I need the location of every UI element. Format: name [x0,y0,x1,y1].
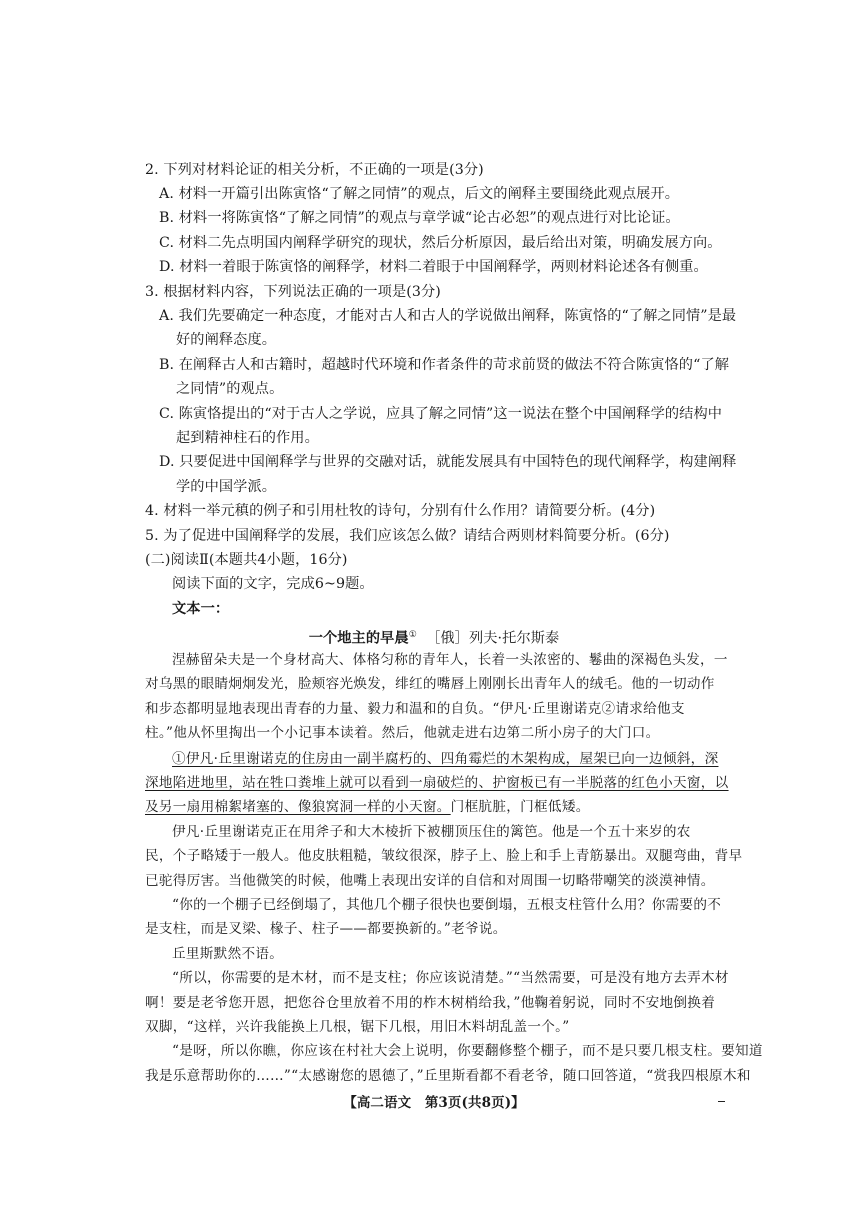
story-line: 啊！要是老爷您开恩，把您谷仓里放着不用的柞木树梢给我，”他鞠着躬说，同时不安地倒换着 [145,995,716,1011]
question-3-stem: 3. 根据材料内容，下列说法正确的一项是(3分) [145,284,441,300]
story-line: 已驼得厉害。当他微笑的时候，他嘴上表现出安详的自信和对周围一切略带嘲笑的淡漠神情。 [145,873,715,889]
question-2-option-a: A. 材料一开篇引出陈寅恪“了解之同情”的观点，后文的阐释主要围绕此观点展开。 [159,186,680,202]
story-line: 民，个子略矮于一般人。他皮肤粗糙，皱纹很深，脖子上、脸上和手上青筋暴出。双腿弯曲，背早 [145,848,743,864]
question-4: 4. 材料一举元稹的例子和引用杜牧的诗句，分别有什么作用？请简要分析。(4分) [145,503,656,519]
question-5: 5. 为了促进中国阐释学的发展，我们应该怎么做？请结合两则材料简要分析。(6分) [145,528,670,544]
question-2-option-b: B. 材料一将陈寅恪“了解之同情”的观点与章学诚“论古必恕”的观点进行对比论证。 [159,210,680,226]
story-title-line [0,625,868,649]
question-3-option-a-line2: 好的阐释态度。 [176,332,277,348]
story-line: 涅赫留朵夫是一个身材高大、体格匀称的青年人，长着一头浓密的、鬈曲的深褐色头发，一 [172,652,728,668]
question-3-option-c-line1: C. 陈寅恪提出的“对于古人之学说，应具了解之同情”这一说法在整个中国阐释学的结构中 [159,406,723,422]
story-title: 一个地主的早晨 [308,630,409,647]
story-line: “所以，你需要的是木材，而不是支柱；你应该说清楚。”“当然需要，可是没有地方去弄木材 [172,970,729,986]
margin-dash [718,1101,725,1102]
section-instruction: 阅读下面的文字，完成6~9题。 [172,576,374,592]
story-line: 双脚，“这样，兴许我能换上几根，锯下几根，用旧木料胡乱盖一个。” [145,1019,570,1035]
question-3-option-d-line2: 学的中国学派。 [176,479,277,495]
underlined-passage-line: ①伊凡·丘里谢诺克的住房由一副半腐朽的、四角霉烂的木架构成，屋架已向一边倾斜，深 [172,751,719,767]
story-line: 是支柱，而是叉梁、椽子、柱子——都要换新的。”老爷说。 [145,921,507,937]
story-line: 我是乐意帮助你的……”“太感谢您的恩德了，”丘里斯看都不看老爷，随口回答道，“赏我四根原木和 [145,1068,751,1084]
question-3-option-c-line2: 起到精神柱石的作用。 [176,430,319,446]
question-2-option-c: C. 材料二先点明国内阐释学研究的现状，然后分析原因，最后给出对策，明确发展方向。 [159,235,722,251]
story-line: 伊凡·丘里谢诺克正在用斧子和大木棱折下被棚顶压住的篱笆。他是一个五十来岁的农 [172,824,691,840]
section-heading: (二)阅读Ⅱ(本题共4小题，16分) [145,552,348,568]
underlined-passage-line: 及另一扇用棉絮堵塞的、像狼窝洞一样的小天窗。 [145,799,451,815]
question-3-option-a-line1: A. 我们先要确定一种态度，才能对古人和古人的学说做出阐释，陈寅恪的“了解之同情”是最 [159,308,737,324]
story-line: 和步态都明显地表现出青春的力量、毅力和温和的自负。“伊凡·丘里谢诺克②请求给他支 [145,701,685,717]
text-one-label: 文本一： [172,601,230,617]
story-line: “你的一个棚子已经倒塌了，其他几个棚子很快也要倒塌，五根支柱管什么用？你需要的不 [172,897,722,913]
question-3-option-b-line1: B. 在阐释古人和古籍时，超越时代环境和作者条件的苛求前贤的做法不符合陈寅恪的“了解 [159,357,730,373]
story-line: 对乌黑的眼睛炯炯发光，脸颊容光焕发，绯红的嘴唇上刚刚长出青年人的绒毛。他的一切动作 [145,676,715,692]
passage-tail: 门框肮脏，门框低矮。 [450,799,590,815]
question-3-option-b-line2: 之同情”的观点。 [176,381,284,397]
story-author: ［俄］列夫·托尔斯泰 [426,630,560,647]
footnote-mark: ① [408,630,417,640]
underlined-passage-line: 深地陷进地里，站在牲口粪堆上就可以看到一扇破烂的、护窗板已有一半脱落的红色小天窗，以 [145,775,729,791]
story-line: “是呀，所以你瞧，你应该在村社大会上说明，你要翻修整个棚子，而不是只要几根支柱。要知道 [172,1043,763,1059]
question-3-option-d-line1: D. 只要促进中国阐释学与世界的交融对话，就能发展具有中国特色的现代阐释学，构建阐释 [159,454,737,470]
page-footer: 【高二语文 第3页(共8页)】 [343,1095,525,1111]
story-line: 丘里斯默然不语。 [172,946,284,962]
question-2-stem: 2. 下列对材料论证的相关分析，不正确的一项是(3分) [145,162,484,178]
question-2-option-d: D. 材料一着眼于陈寅恪的阐释学，材料二着眼于中国阐释学，两则材料论述各有侧重。 [159,259,708,275]
story-line: 柱。”他从怀里掏出一个小记事本读着。然后，他就走进右边第二所小房子的大门口。 [145,725,660,741]
underlined-passage-last-line [145,797,590,817]
